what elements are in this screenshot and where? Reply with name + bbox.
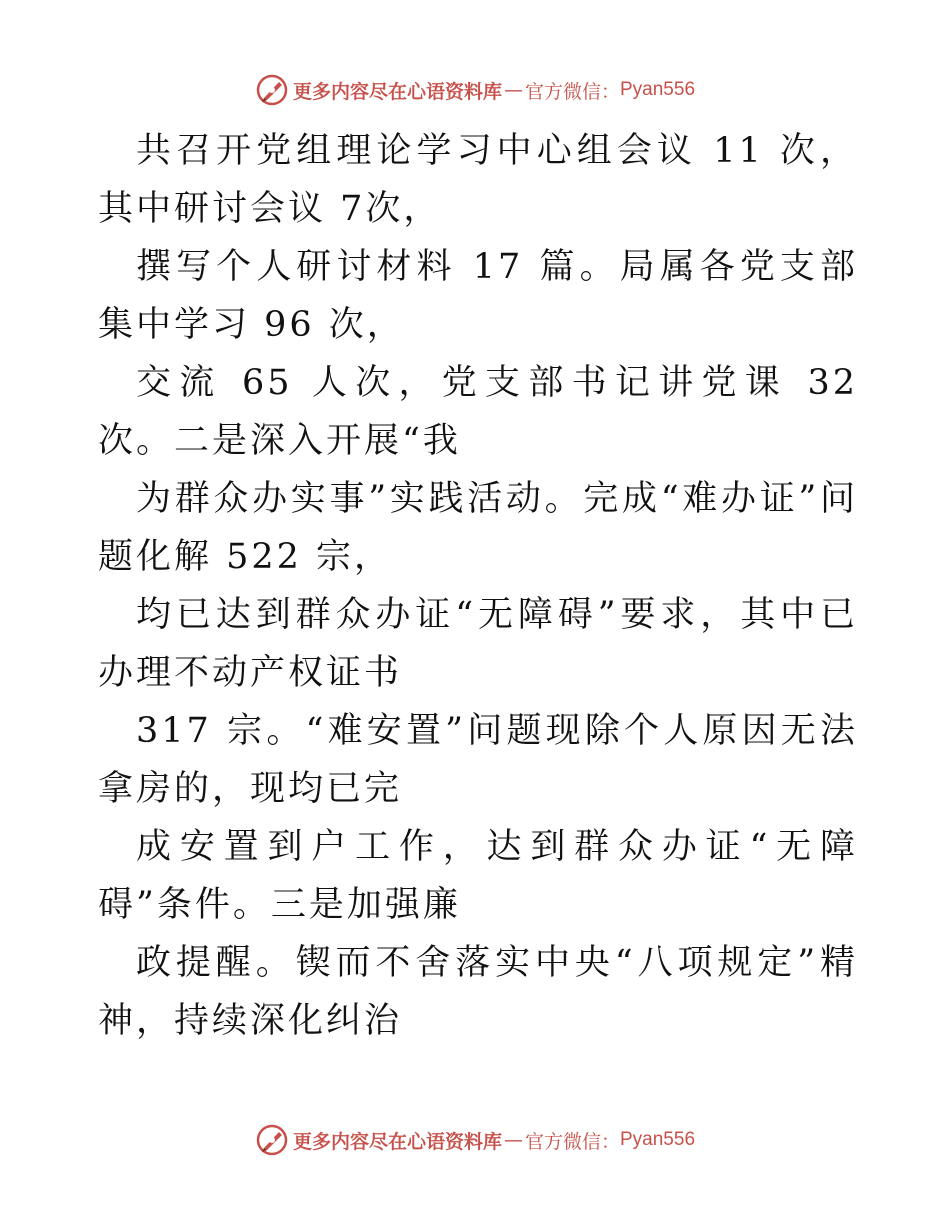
quill-pen-logo-icon	[255, 73, 289, 107]
banner-title: 更多内容尽在心语资料库	[292, 80, 502, 103]
paragraph: 317 宗。“难安置”问题现除个人原因无法拿房的，现均已完	[98, 711, 858, 809]
banner-separator: —	[503, 79, 523, 101]
paragraph: 交流 65 人次，党支部书记讲党课 32 次。二是深入开展“我	[98, 363, 858, 461]
quill-pen-logo-icon	[255, 1123, 289, 1157]
banner-separator: —	[503, 1129, 523, 1151]
footer-banner	[0, 1120, 950, 1160]
banner-wechat-label: 官方微信：	[524, 80, 620, 103]
paragraph: 撰写个人研讨材料 17 篇。局属各党支部集中学习 96 次，	[98, 247, 858, 345]
paragraph: 均已达到群众办证“无障碍”要求，其中已办理不动产权证书	[98, 595, 858, 693]
paragraph: 为群众办实事”实践活动。完成“难办证”问题化解 522 宗，	[98, 479, 858, 577]
header-banner	[0, 70, 950, 110]
paragraph: 成安置到户工作，达到群众办证“无障碍”条件。三是加强廉	[98, 827, 858, 925]
banner-title: 更多内容尽在心语资料库	[292, 1130, 502, 1153]
paragraph: 共召开党组理论学习中心组会议 11 次，其中研讨会议 7次，	[98, 131, 858, 229]
banner-wechat-id: Pyan556	[620, 1129, 696, 1150]
paragraph: 政提醒。锲而不舍落实中央“八项规定”精神，持续深化纠治	[98, 943, 858, 1041]
banner-wechat-label: 官方微信：	[524, 1130, 620, 1153]
document-body	[98, 122, 858, 1050]
banner-wechat-id: Pyan556	[620, 79, 696, 100]
